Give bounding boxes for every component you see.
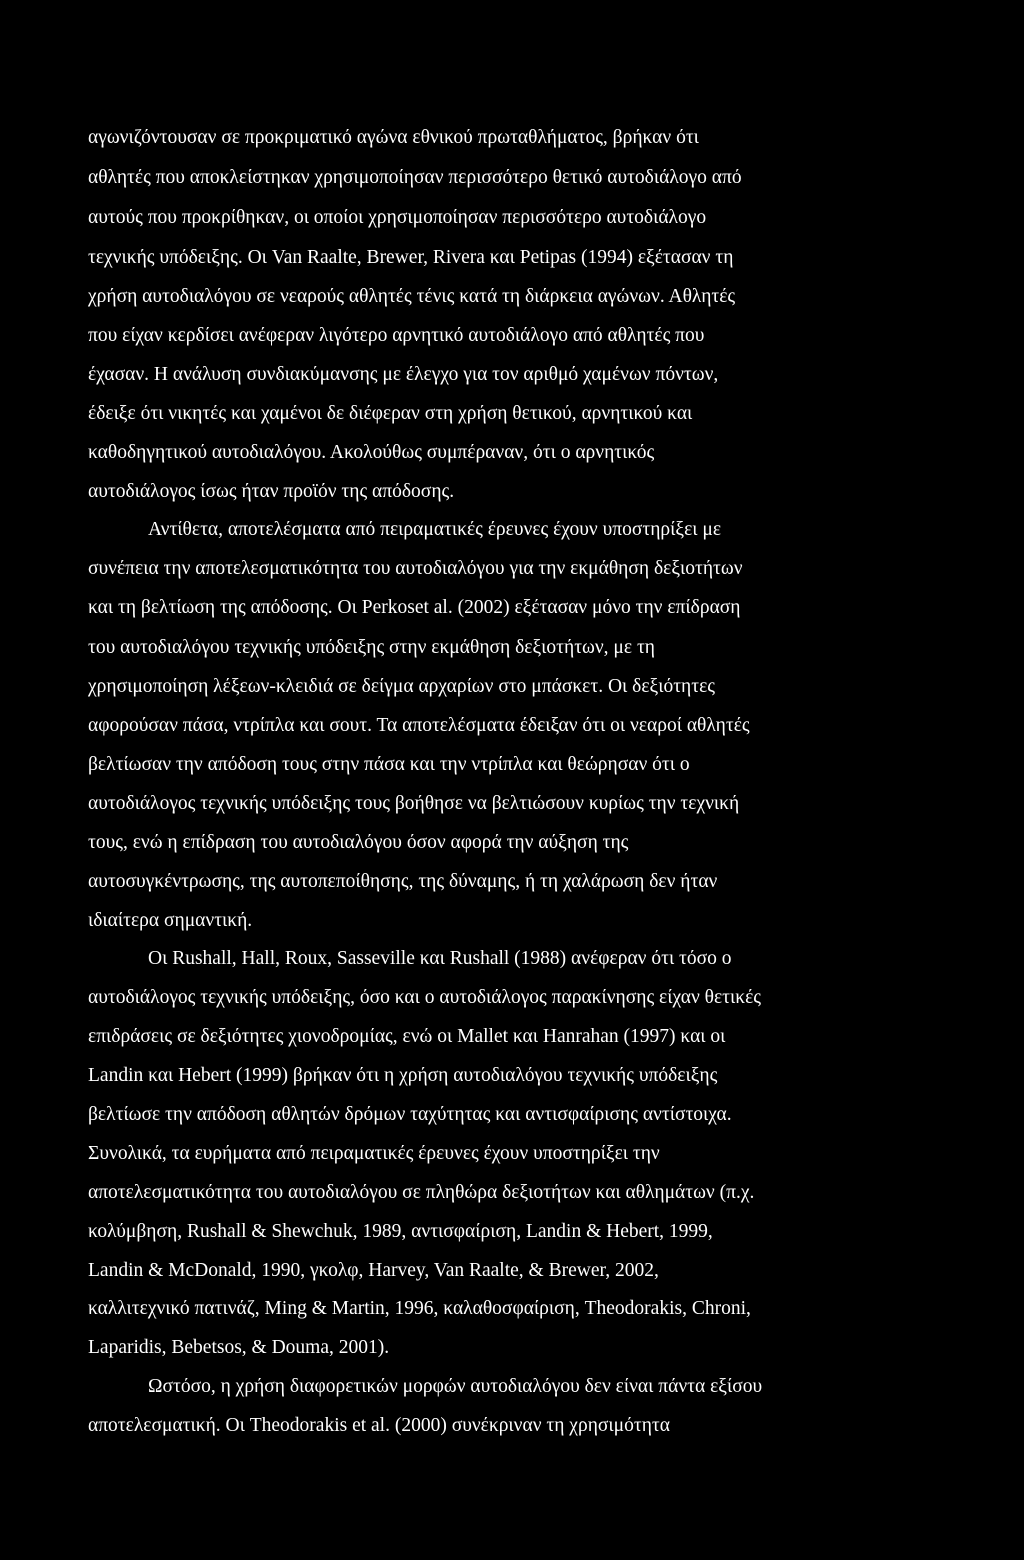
text-line: αυτοσυγκέντρωσης, της αυτοπεποίθησης, της δύναμης, ή τη χαλάρωση δεν ήταν <box>88 871 718 892</box>
text-line: έδειξε ότι νικητές και χαμένοι δε διέφεραν στη χρήση θετικού, αρνητικού και <box>88 403 693 424</box>
text-line: χρησιμοποίηση λέξεων-κλειδιά σε δείγμα αρχαρίων στο μπάσκετ. Οι δεξιότητες <box>88 676 715 697</box>
text-line: Συνολικά, τα ευρήματα από πειραματικές έρευνες έχουν υποστηρίξει την <box>88 1143 660 1164</box>
text-line: καλλιτεχνικό πατινάζ, Ming & Martin, 1996, καλαθοσφαίριση, Theodorakis, Chroni, <box>88 1298 751 1319</box>
text-line: αυτούς που προκρίθηκαν, οι οποίοι χρησιμοποίησαν περισσότερο αυτοδιάλογο <box>88 207 707 228</box>
text-line: ιδιαίτερα σημαντική. <box>88 910 253 931</box>
text-line: έχασαν. Η ανάλυση συνδιακύμανσης με έλεγχο για τον αριθμό χαμένων πόντων, <box>88 364 719 385</box>
text-line: βελτίωσαν την απόδοση τους στην πάσα και την ντρίπλα και θεώρησαν ότι ο <box>88 754 690 775</box>
text-line: που είχαν κερδίσει ανέφεραν λιγότερο αρνητικό αυτοδιάλογο από αθλητές που <box>88 325 705 346</box>
text-line: αποτελεσματική. Οι Theodorakis et al. (2000) συνέκριναν τη χρησιμότητα <box>88 1415 670 1436</box>
text-line: βελτίωσε την απόδοση αθλητών δρόμων ταχύτητας και αντισφαίρισης αντίστοιχα. <box>88 1104 732 1125</box>
text-line: Αντίθετα, αποτελέσματα από πειραματικές έρευνες έχουν υποστηρίξει με <box>148 519 722 540</box>
text-line: καθοδηγητικού αυτοδιαλόγου. Ακολούθως συμπέραναν, ότι ο αρνητικός <box>88 442 655 463</box>
text-line: αυτοδιάλογος ίσως ήταν προϊόν της απόδοσης. <box>88 481 455 502</box>
text-line: Laparidis, Bebetsos, & Douma, 2001). <box>88 1337 390 1358</box>
text-line: συνέπεια την αποτελεσματικότητα του αυτοδιαλόγου για την εκμάθηση δεξιοτήτων <box>88 558 743 579</box>
text-line: αυτοδιάλογος τεχνικής υπόδειξης, όσο και ο αυτοδιάλογος παρακίνησης είχαν θετικές <box>88 987 761 1008</box>
text-line: αθλητές που αποκλείστηκαν χρησιμοποίησαν περισσότερο θετικό αυτοδιάλογο από <box>88 167 742 188</box>
text-line: του αυτοδιαλόγου τεχνικής υπόδειξης στην εκμάθηση δεξιοτήτων, με τη <box>88 637 655 658</box>
text-line: τεχνικής υπόδειξης. Οι Van Raalte, Brewer, Rivera και Petipas (1994) εξέτασαν τη <box>88 247 734 268</box>
text-line: Οι Rushall, Hall, Roux, Sasseville και Rushall (1988) ανέφεραν ότι τόσο ο <box>148 948 732 969</box>
text-line: αγωνιζόντουσαν σε προκριματικό αγώνα εθνικού πρωταθλήματος, βρήκαν ότι <box>88 127 699 148</box>
text-line: χρήση αυτοδιαλόγου σε νεαρούς αθλητές τένις κατά τη διάρκεια αγώνων. Αθλητές <box>88 286 736 307</box>
text-line: αυτοδιάλογος τεχνικής υπόδειξης τους βοήθησε να βελτιώσουν κυρίως την τεχνική <box>88 793 740 814</box>
text-line: αφορούσαν πάσα, ντρίπλα και σουτ. Τα αποτελέσματα έδειξαν ότι οι νεαροί αθλητές <box>88 715 750 736</box>
text-line: επιδράσεις σε δεξιότητες χιονοδρομίας, ενώ οι Mallet και Hanrahan (1997) και οι <box>88 1026 726 1047</box>
text-line: αποτελεσματικότητα του αυτοδιαλόγου σε πληθώρα δεξιοτήτων και αθλημάτων (π.χ. <box>88 1182 755 1203</box>
text-line: και τη βελτίωση της απόδοσης. Οι Perkoset al. (2002) εξέτασαν μόνο την επίδραση <box>88 597 741 618</box>
text-line: Ωστόσο, η χρήση διαφορετικών μορφών αυτοδιαλόγου δεν είναι πάντα εξίσου <box>148 1376 763 1397</box>
text-line: κολύμβηση, Rushall & Shewchuk, 1989, αντισφαίριση, Landin & Hebert, 1999, <box>88 1221 713 1242</box>
text-line: Landin & McDonald, 1990, γκολφ, Harvey, Van Raalte, & Brewer, 2002, <box>88 1260 659 1281</box>
text-line: τους, ενώ η επίδραση του αυτοδιαλόγου όσον αφορά την αύξηση της <box>88 832 629 853</box>
text-line: Landin και Hebert (1999) βρήκαν ότι η χρήση αυτοδιαλόγου τεχνικής υπόδειξης <box>88 1065 718 1086</box>
